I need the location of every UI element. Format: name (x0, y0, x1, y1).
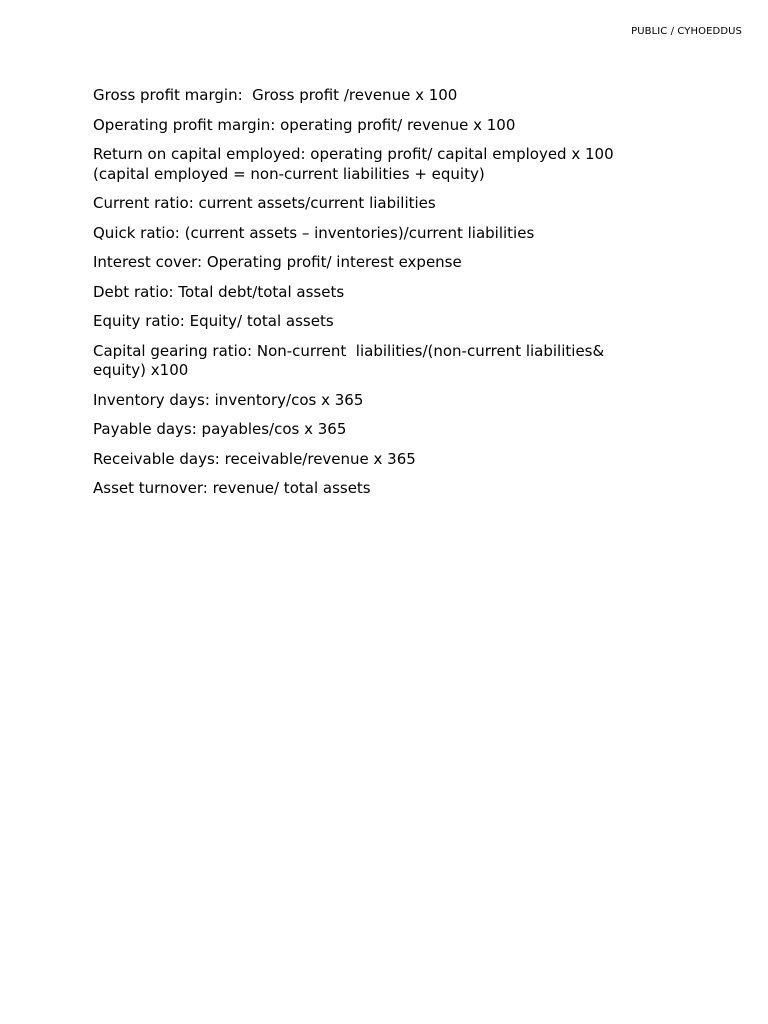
formula-gross-profit-margin: Gross profit margin: Gross profit /revenue x 100 (93, 86, 458, 104)
formula-capital-gearing-ratio: Capital gearing ratio: Non-current liabilities/(non-current liabilities& equity) x100 (93, 341, 609, 379)
classification-label: PUBLIC / CYHOEDDUS (631, 26, 742, 37)
formula-list (93, 86, 653, 509)
formula-payable-days: Payable days: payables/cos x 365 (93, 420, 347, 438)
formula-asset-turnover: Asset turnover: revenue/ total assets (93, 479, 371, 497)
formula-debt-ratio: Debt ratio: Total debt/total assets (93, 282, 345, 301)
formula-current-ratio: Current ratio: current assets/current liabilities (93, 194, 436, 212)
formula-inventory-days: Inventory days: inventory/cos x 365 (93, 390, 364, 409)
formula-interest-cover: Interest cover: Operating profit/ interest expense (93, 253, 462, 271)
formula-receivable-days: Receivable days: receivable/revenue x 365 (93, 449, 416, 468)
formula-equity-ratio: Equity ratio: Equity/ total assets (93, 312, 334, 330)
formula-operating-profit-margin: Operating profit margin: operating profit/ revenue x 100 (93, 115, 516, 134)
formula-return-on-capital-employed: Return on capital employed: operating profit/ capital employed x 100 (capital employed = non-current liabilities + equity) (93, 145, 619, 183)
formula-quick-ratio: Quick ratio: (current assets – inventories)/current liabilities (93, 223, 535, 242)
